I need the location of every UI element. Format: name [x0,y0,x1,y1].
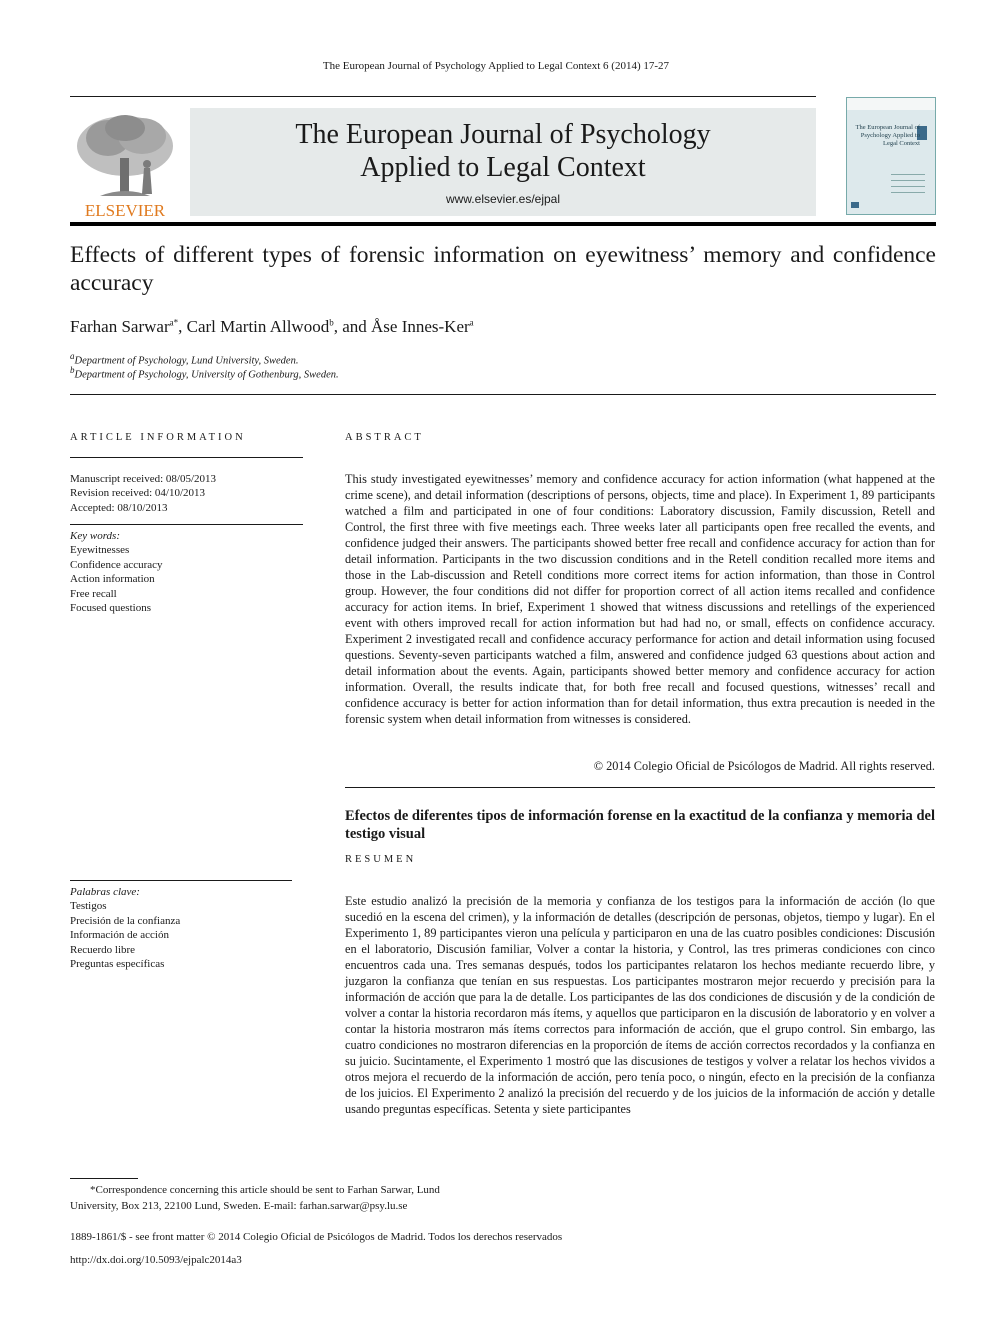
keyword: Confidence accuracy [70,558,163,571]
journal-url[interactable]: www.elsevier.es/ejpal [445,192,561,206]
author-affil-mark: a [469,317,474,328]
history-accepted: Accepted: 08/10/2013 [70,501,168,514]
author-affil-mark: a* [169,317,179,328]
journal-title-line1: The European Journal of Psychology [295,119,711,150]
copyright-line: © 2014 Colegio Oficial de Psicólogos de Madrid. All rights reserved. [593,759,935,773]
author-name: Carl Martin Allwood [186,317,330,336]
resumen-heading: RESUMEN [345,854,417,865]
spanish-title: Efectos de diferentes tipos de información forense en la exactitud de la confianza y memoria del testigo visual [345,808,935,842]
footnote-rule [70,1178,138,1179]
affiliation-text: Department of Psychology, Lund University, Sweden. [74,355,299,367]
affiliation [70,365,339,381]
history-rule [70,524,303,525]
keyword: Free recall [70,587,117,600]
author-separator: , [178,317,187,336]
abstract-heading: ABSTRACT [345,432,424,443]
elsevier-logo [70,108,180,220]
header-bottom-rule [70,222,936,226]
palabra-clave: Testigos [70,900,107,913]
elsevier-tree-icon [70,108,180,220]
palabra-clave: Preguntas específicas [70,958,165,971]
running-head: The European Journal of Psychology Applied to Legal Context 6 (2014) 17-27 [322,60,670,72]
palabras-label: Palabras clave: [70,886,140,898]
history-revised: Revision received: 04/10/2013 [70,487,206,500]
article-title: Effects of different types of forensic information on eyewitness’ memory and confidence accuracy [70,242,936,296]
header-top-rule [70,96,816,97]
palabras-rule [70,880,292,881]
palabra-clave: Información de acción [70,929,169,942]
palabra-clave: Precisión de la confianza [70,914,181,927]
correspondence-footnote [70,1182,490,1214]
history-received: Manuscript received: 08/05/2013 [70,473,217,485]
author-name: Åse Innes-Ker [371,317,470,336]
keywords-label: Key words: [70,530,121,542]
section-rule [70,394,936,395]
journal-cover-thumbnail [846,97,936,215]
author-affil-mark: b [329,317,334,328]
keyword: Eyewitnesses [70,544,130,557]
article-info-heading: ARTICLE INFORMATION [70,432,246,443]
affiliation-mark: b [70,365,75,375]
abstract-rule [345,787,935,788]
abstract-text: This study investigated eyewitnesses’ memory and confidence accuracy for action information (what happened at the crime scene), and detail information (descriptions of persons, objects, time and place). In Experiment 1, 89 participants watched a film and participated in one of four conditions: Laboratory discussion, Family discussion, Retell and Control, the first three with five meetings each. Three weeks later all participants open free recalled the events, and confidence judged their answers. The participants showed better free recall and confidence accuracy for action than for detail information. Participants in the two discussion conditions and in the Retell condition recalled more items and those in the Lab-discussion and Retell conditions more correct items for action information, than those in Control group. However, the four conditions did not differ for proportion correct of all action items recalled and confidence accuracy for action items. In brief, Experiment 1 showed that witness discussions and retellings of the experienced event with others improved recall for action information but had had no, or small, effects on confidence accuracy. Experiment 2 investigated recall and confidence accuracy performance for action and detail information using focused questions. Seventy-seven participants watched a film, answered and confidence judged 63 questions about action and detail information about the events. Again, participants showed better memory and confidence accuracy for action information. Overall, the results indicate that, for both free recall and focused questions, witnesses’ recall and confidence accuracy is better for action information than for detail information, thus extra precaution is needed in the forensic system when detail information from witnesses is considered. [345,472,935,726]
affiliation-mark: a [70,351,75,361]
author-separator: , and [333,317,372,336]
article-history [70,472,303,515]
cover-title: The European Journal of Psychology Applied to Legal Context [855,124,920,147]
issn-line: 1889-1861/$ - see front matter © 2014 Colegio Oficial de Psicólogos de Madrid. Todos los derechos reservados [70,1231,563,1243]
footnote-line: University, Box 213, 22100 Lund, Sweden. E-mail: farhan.sarwar@psy.lu.se [70,1200,408,1212]
palabra-clave: Recuerdo libre [70,943,136,956]
keyword: Focused questions [70,602,151,615]
affiliation-text: Department of Psychology, University of Gothenburg, Sweden. [74,369,339,381]
keywords-list [70,529,303,615]
publisher-name: ELSEVIER [84,201,166,220]
journal-title-line2: Applied to Legal Context [360,152,646,183]
footnote-line: *Correspondence concerning this article should be sent to Farhan Sarwar, Lund [90,1184,440,1196]
article-info-rule [70,457,303,458]
palabras-clave-list [70,885,303,971]
author-name: Farhan Sarwar [70,317,170,336]
author-list [70,317,474,337]
keyword: Action information [70,573,155,586]
journal-title [190,118,816,184]
doi-link[interactable]: http://dx.doi.org/10.5093/ejpalc2014a3 [70,1254,242,1266]
resumen-text: Este estudio analizó la precisión de la memoria y confianza de los testigos para la información de acción (lo que sucedió en la escena del crimen), y la información de detalles (descripción de personas, objetos, tiempo y lugar). En el Experimento 1, 89 participantes vieron una película y participaron en una de las cuatro posibles condiciones: Discusión en el laboratorio, Discusión familiar, Volver a contar la historia, y Control, las tres primeras condiciones con cinco encuentros cada una. Tres semanas después, todos los participantes relataron los hechos mediante recuerdo libre, y juzgaron la confianza que tenían en sus respuestas. Los participantes mostraron mejor recuerdo y precisión para la información de acción que para la de detalle. Los participantes de las dos condiciones de discusión y de la condición de volver a contar la historia recordaron más ítems, y aquellos que participaron en la discusión de laboratorio y en volver a contar la historia mostraron más ítems correctos para información de acción, que el grupo control. Sin embargo, las cuatro condiciones no mostraron diferencias en la proporción de ítems de acción correctos recordados y la confianza en su juicio. Sucintamente, el Experimento 1 mostró que las discusiones de testigos y volver a relatar los hechos vividos a otros mejora el recuerdo de la información de acción, pero tenía poco, o ningún, efecto en la precisión de la confianza de los juicios. El Experimento 2 analizó la precisión del recuerdo y de los juicios de la información de acción y detalle usando preguntas específicas. Setenta y siete participantes [345,894,935,1116]
